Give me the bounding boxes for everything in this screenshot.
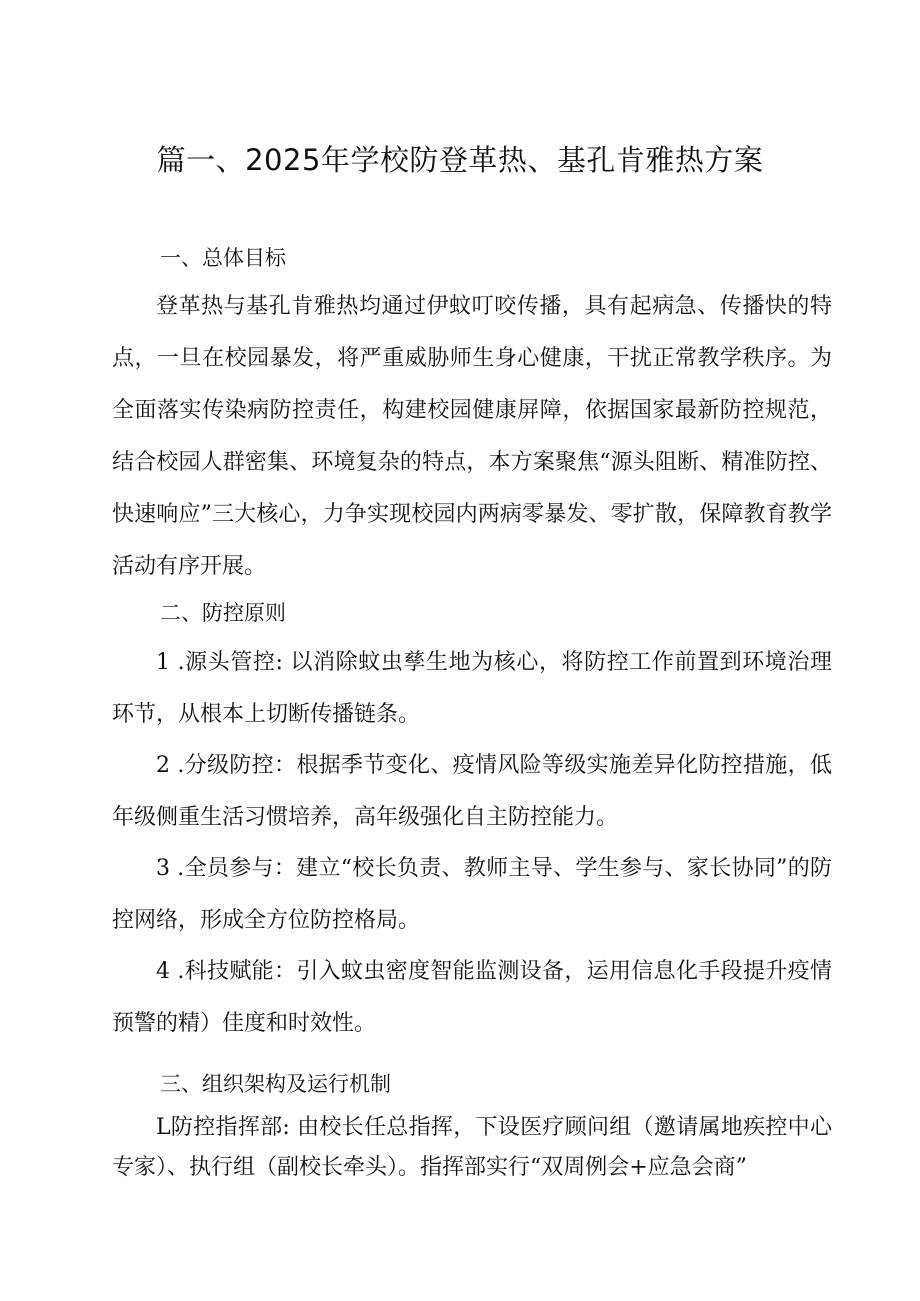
section-heading-organization: 三、组织架构及运行机制: [160, 1072, 391, 1096]
paragraph-command-center: L防控指挥部: 由校长任总指挥，下设医疗顾问组（邀请属地疾控中心专家）、执行组（副校长牵头）。指挥部实行“双周例会+应急会商”: [112, 1115, 832, 1180]
paragraph-principle-3: 3 .全员参与：建立“校长负责、教师主导、学生参与、家长协同”的防控网络，形成全方位防控格局。: [112, 856, 832, 933]
section-heading-overall-goal: 一、总体目标: [160, 246, 286, 270]
section-heading-principles: 二、防控原则: [160, 601, 286, 625]
paragraph-principle-2: 2 .分级防控：根据季节变化、疫情风险等级实施差异化防控措施，低年级侧重生活习惯培养，高年级强化自主防控能力。: [112, 753, 832, 830]
paragraph-principle-4: 4 .科技赋能：引入蚊虫密度智能监测设备，运用信息化手段提升疫情预警的精）佳度和时效性。: [112, 959, 832, 1036]
paragraph-principle-1: 1 .源头管控: 以消除蚊虫孳生地为核心，将防控工作前置到环境治理环节，从根本上切断传播链条。: [112, 650, 832, 727]
paragraph-overall-goal: 登革热与基孔肯雅热均通过伊蚊叮咬传播，具有起病急、传播快的特点，一旦在校园暴发，将严重威胁师生身心健康，干扰正常教学秩序。为全面落实传染病防控责任，构建校园健康屏障，依据国家最新防控规范，结合校园人群密集、环境复杂的特点，本方案聚焦“源头阻断、精准防控、快速响应”三大核心，力争实现校园内两病零暴发、零扩散，保障教育教学活动有序开展。: [112, 294, 832, 579]
document-title: 篇一、2025年学校防登革热、基孔肯雅热方案: [156, 143, 764, 177]
